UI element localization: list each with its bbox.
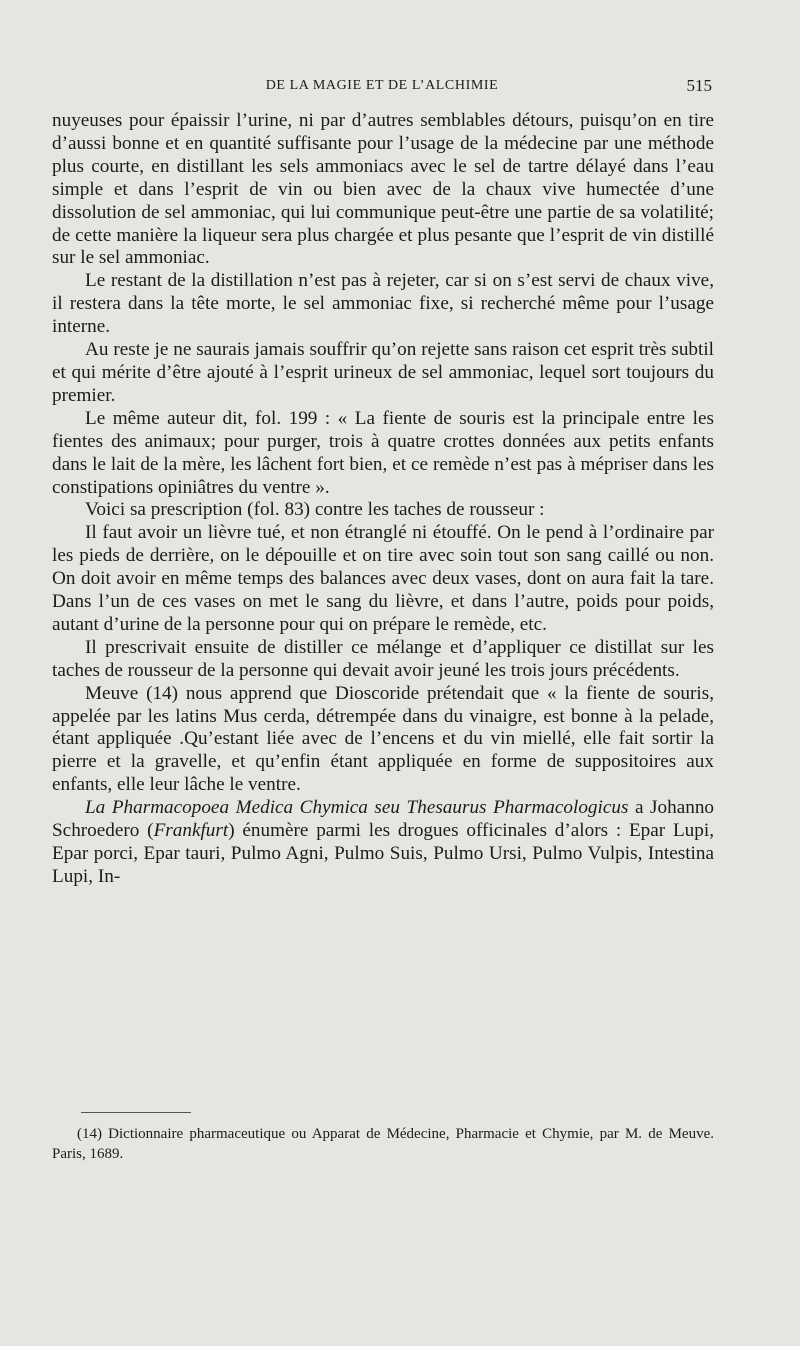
footnote-rule xyxy=(81,1112,191,1113)
body-text xyxy=(52,110,714,889)
paragraph: Le restant de la distillation n’est pas à rejeter, car si on s’est servi de chaux vive, il restera dans la tête morte, le sel ammoniac fixe, si recherché même pour l’usage interne. xyxy=(52,270,714,338)
paragraph: Voici sa prescription (fol. 83) contre les taches de rousseur : xyxy=(85,499,545,521)
paragraph-continued: nuyeuses pour épaissir l’urine, ni par d’autres semblables détours, puisqu’on en tire d’aussi bonne et en quantité suffisante pour l’usage de la médecine par une méthode plus courte, en distillant les sels ammoniacs avec le sel de tartre délayé dans l’eau simple et dans l’esprit de vin ou bien avec de la chaux vive humectée d’une dissolution de sel ammoniac, qui lui communique peut-être une partie de sa volatilité; de cette manière la liqueur sera plus chargée et plus pesante que l’esprit de vin distillé sur le sel ammoniac. xyxy=(52,110,714,269)
paragraph: Au reste je ne saurais jamais souffrir qu’on rejette sans raison cet esprit très subtil et qui mérite d’être ajouté à l’esprit urineux de sel ammoniac, lequel sort toujours du premier. xyxy=(52,339,714,406)
page-header xyxy=(52,76,712,98)
page-number: 515 xyxy=(686,76,712,95)
paragraph: Le même auteur dit, fol. 199 : « La fiente de souris est la principale entre les fientes des animaux; pour purger, trois à quatre crottes données aux petits enfants dans le lait de la mère, les lâchent fort bien, et ce remède n’est pas à mépriser dans les constipations opiniâtres du ventre ». xyxy=(52,407,714,498)
pharmacopoea-title: La Pharmacopoea Medica Chymica seu Thesaurus Pharmacologicus xyxy=(85,797,629,819)
paragraph-text: a Johanno Schroedero ( xyxy=(52,797,715,842)
running-title: DE LA MAGIE ET DE L’ALCHIMIE xyxy=(265,78,499,93)
footnote: (14) Dictionnaire pharmaceutique ou Apparat de Médecine, Pharmacie et Chymie, par M. de Meuve. Paris, 1689. xyxy=(52,1126,714,1162)
paragraph-last xyxy=(52,797,714,889)
paragraph-text: ) énumère parmi les drogues officinales d’alors : Epar Lupi, Epar porci, Epar tauri, Pulmo Agni, Pulmo Suis, Pulmo Ursi, Pulmo Vulpis, Intestina Lupi, In- xyxy=(52,820,715,887)
paragraph: Il prescrivait ensuite de distiller ce mélange et d’appliquer ce distillat sur les taches de rousseur de la personne qui devait avoir jeuné les trois jours précédents. xyxy=(52,636,714,681)
paragraph: Meuve (14) nous apprend que Dioscoride prétendait que « la fiente de souris, appelée par les latins Mus cerda, détrempée dans du vinaigre, est bonne à la pelade, étant appliquée .Qu’estant liée avec de l’encens et du vin miellé, elle fait sortir la pierre et la gravelle, et qu’enfin étant appliquée en forme de suppositoires aux enfants, elle leur lâche le ventre. xyxy=(52,682,714,796)
paragraph: Il faut avoir un lièvre tué, et non étranglé ni étouffé. On le pend à l’ordinaire par les pieds de derrière, on le dépouille et on tire avec soin tout son sang caillé ou non. On doit avoir en même temps des balances avec deux vases, dont on aura fait la tare. Dans l’un de ces vases on met le sang du lièvre, et dans l’autre, poids pour poids, autant d’urine de la personne pour qui on prépare le remède, etc. xyxy=(52,522,714,635)
place-name: Frankfurt xyxy=(153,820,229,842)
